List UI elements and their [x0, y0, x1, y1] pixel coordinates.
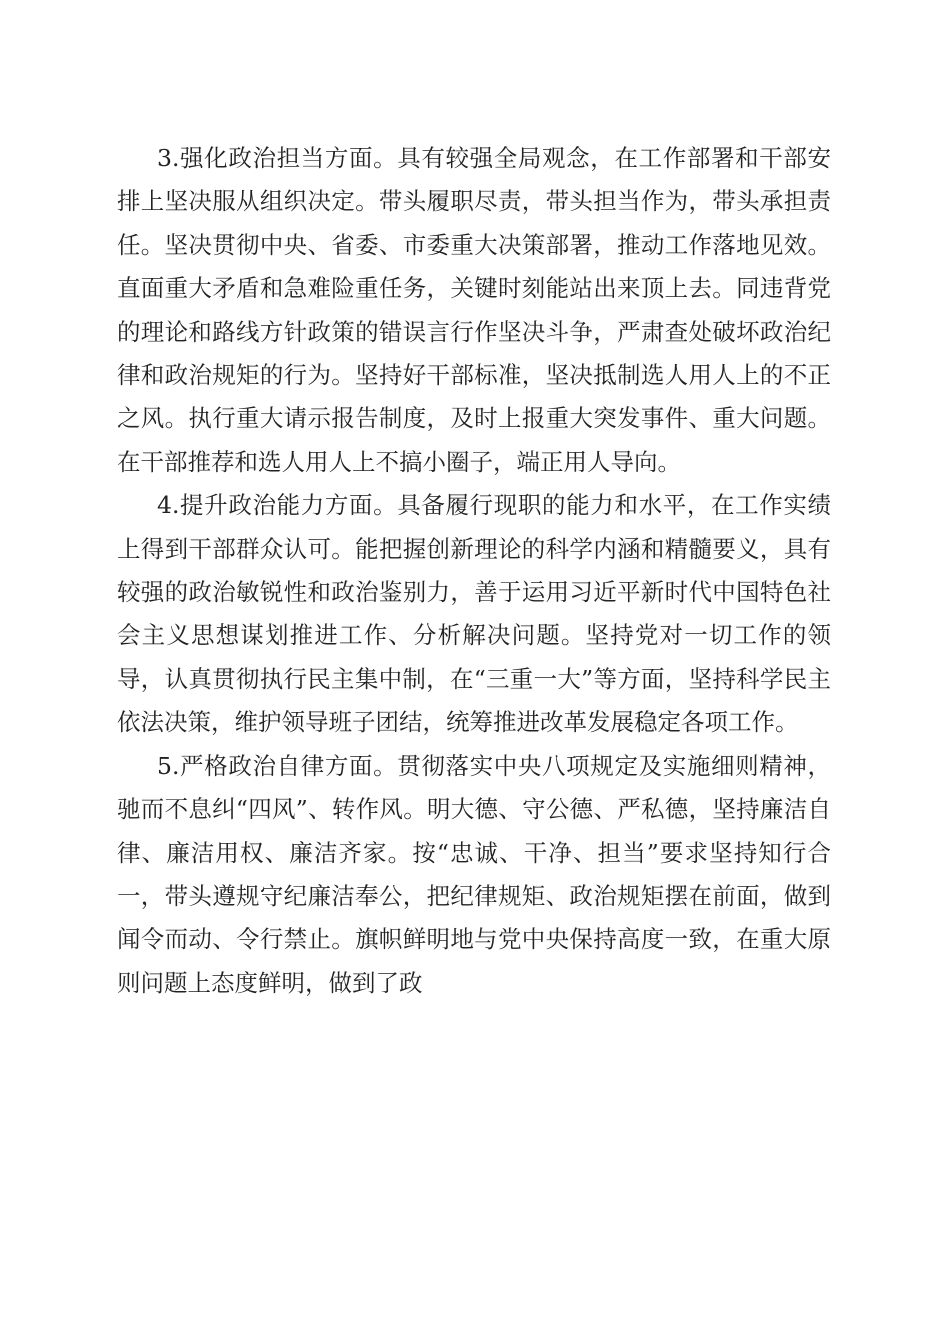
- document-body: [117, 137, 831, 1005]
- paragraph-political-ability: 4.提升政治能力方面。具备履行现职的能力和水平，在工作实绩上得到干部群众认可。能把握创新理论的科学内涵和精髓要义，具有较强的政治敏锐性和政治鉴别力，善于运用习近平新时代中国特色社会主义思想谋划推进工作、分析解决问题。坚持党对一切工作的领导，认真贯彻执行民主集中制，在“三重一大”等方面，坚持科学民主依法决策，维护领导班子团结，统筹推进改革发展稳定各项工作。: [117, 491, 831, 737]
- paragraph-political-responsibility: 3.强化政治担当方面。具有较强全局观念，在工作部署和干部安排上坚决服从组织决定。带头履职尽责，带头担当作为，带头承担责任。坚决贯彻中央、省委、市委重大决策部署，推动工作落地见效。直面重大矛盾和急难险重任务，关键时刻能站出来顶上去。同违背党的理论和路线方针政策的错误言行作坚决斗争，严肃查处破坏政治纪律和政治规矩的行为。坚持好干部标准，坚决抵制选人用人上的不正之风。执行重大请示报告制度，及时上报重大突发事件、重大问题。在干部推荐和选人用人上不搞小圈子，端正用人导向。: [117, 144, 831, 476]
- paragraph-political-self-discipline: 5.严格政治自律方面。贯彻落实中央八项规定及实施细则精神，驰而不息纠“四风”、转作风。明大德、守公德、严私德，坚持廉洁自律、廉洁用权、廉洁齐家。按“忠诚、干净、担当”要求坚持知行合一，带头遵规守纪廉洁奉公，把纪律规矩、政治规矩摆在前面，做到闻令而动、令行禁止。旗帜鲜明地与党中央保持高度一致，在重大原则问题上态度鲜明，做到了政: [117, 751, 831, 997]
